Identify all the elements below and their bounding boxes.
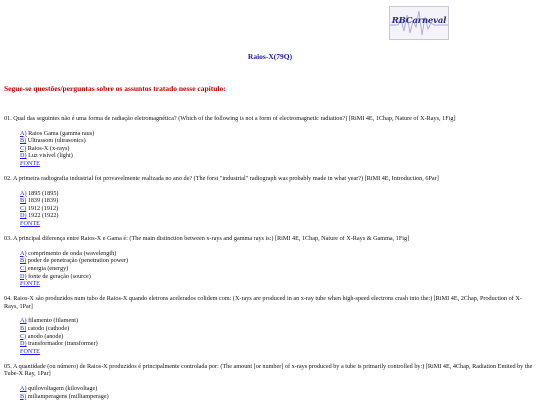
answer-options	[20, 190, 534, 228]
answer-option	[20, 250, 534, 258]
answer-option	[20, 197, 534, 205]
answer-options	[20, 250, 534, 288]
answer-option	[20, 152, 534, 160]
source-link[interactable]: FONTE	[20, 159, 40, 167]
answer-option-link[interactable]: C)	[20, 144, 27, 152]
site-logo[interactable]	[389, 6, 449, 40]
answer-option-link[interactable]: B)	[20, 197, 27, 205]
question-text: 02. A primeira radiografia industrial foi provavelmente realizada no ano de? (The forst "industrial" radiograph was probably made in what year?) [RiMI 4E, Introduction, 6Par]	[4, 175, 439, 183]
page-title: Raios-X(79Q)	[247, 52, 293, 61]
answer-option-link[interactable]: B)	[20, 324, 27, 332]
answer-option-label: fonte de geração (source)	[26, 272, 91, 280]
answer-option	[20, 265, 534, 273]
answer-option	[20, 333, 534, 341]
answer-option-label: 1912 (1912)	[26, 204, 59, 212]
question-text: 04. Raios-X são produzidos num tubo de Raios-X quando eletrons acelerados colidem com: (X-rays are produced in an x-ray tube when high-speed electrons crash into the:) [RiMI 4E, 2Chap, Production of X-Rays, 1Par]	[4, 295, 522, 310]
answer-option	[20, 137, 534, 145]
answer-option-link[interactable]: C)	[20, 332, 27, 340]
answer-option-label: poder de penetração (penetration power)	[26, 257, 129, 265]
question-text: 05. A quantidade (ou número) de Raios-X produzidos é principalmente controlada por: (The amount [or number] of x-rays produced by a tube is primarily controlled by:) [RiMI 4E, 4Chap, Radiation Emited by the Tube-X Ray, 1Par]	[4, 362, 533, 378]
intro-heading: Segue-se questões/perguntas sobre os assuntos tratado nesse capítulo:	[4, 84, 226, 93]
answer-option-link[interactable]: A)	[20, 249, 27, 257]
answer-option-label: 1839 (1839)	[26, 197, 59, 205]
answer-option	[20, 145, 534, 153]
answer-option-link[interactable]: C)	[20, 204, 27, 212]
answer-option-label: energia (energy)	[26, 264, 69, 272]
answer-option	[20, 257, 534, 265]
answer-option-label: transformador (transformer)	[26, 340, 98, 348]
answer-option-label: Luz visível (light)	[26, 152, 73, 160]
answer-option	[20, 130, 534, 138]
answer-option	[20, 190, 534, 198]
question-item	[4, 235, 534, 288]
question-item	[4, 295, 534, 355]
answer-option-link[interactable]: D)	[20, 272, 27, 280]
question-item	[4, 363, 534, 400]
answer-option-label: Raios-X (x-rays)	[26, 144, 70, 152]
answer-option-label: 1895 (1895)	[26, 189, 59, 197]
answer-option-label: filamento (filament)	[26, 317, 79, 325]
answer-option	[20, 385, 534, 393]
source-link[interactable]: FONTE	[20, 347, 40, 355]
answer-option-label: comprimento de onda (wavelength)	[26, 249, 117, 257]
answer-option	[20, 340, 534, 348]
answer-option-label: quilovoltagem (kilovoltage)	[26, 385, 98, 393]
answer-option-label: Ultrassom (ultrasonics)	[26, 137, 86, 145]
answer-options	[20, 130, 534, 168]
answer-option-link[interactable]: D)	[20, 212, 27, 220]
answer-option-link[interactable]: A)	[20, 317, 27, 325]
answer-option-label: Raios Gama (gamma raus)	[26, 129, 95, 137]
logo-text: RBCarneval	[391, 16, 447, 26]
answer-option	[20, 212, 534, 220]
answer-option	[20, 393, 534, 401]
answer-option-label: 1922 (1922)	[26, 212, 59, 220]
answer-option	[20, 325, 534, 333]
answer-option-link[interactable]: A)	[20, 189, 27, 197]
source-link[interactable]: FONTE	[20, 220, 40, 228]
answer-option-link[interactable]: B)	[20, 257, 27, 265]
answer-option	[20, 273, 534, 281]
answer-option	[20, 205, 534, 213]
question-text: 01. Qual das seguintes não é uma forma de radiação eletromagnética? (Which of the following is not a form of electromagnetic radiation?) [RiMI 4E, 1Chap, Nature of X-Rays, 1Fig]	[4, 115, 456, 122]
answer-option-link[interactable]: D)	[20, 340, 27, 348]
answer-option-link[interactable]: B)	[20, 137, 27, 145]
answer-option-link[interactable]: A)	[20, 129, 27, 137]
question-list	[4, 115, 534, 408]
answer-option	[20, 317, 534, 325]
answer-options	[20, 317, 534, 355]
answer-option-link[interactable]: C)	[20, 264, 27, 272]
question-item	[4, 115, 534, 168]
answer-option-label: catodo (cathode)	[26, 324, 70, 332]
answer-option-link[interactable]: D)	[20, 152, 27, 160]
answer-option-link[interactable]: A)	[20, 385, 27, 393]
source-link[interactable]: FONTE	[20, 280, 40, 288]
answer-option-label: anodo (anode)	[26, 332, 64, 340]
answer-option-label: miliamperagens (milliamperage)	[26, 392, 109, 400]
question-item	[4, 175, 534, 228]
answer-options	[20, 385, 534, 400]
answer-option-link[interactable]: B)	[20, 392, 27, 400]
question-text: 03. A principal diferença entre Raios-X e Gama é: (The main distinction between x-rays and gamma rays is:) [RiMI 4E, 1Chap, Nature of X-Rays & Gamma, 1Fig]	[4, 235, 410, 243]
